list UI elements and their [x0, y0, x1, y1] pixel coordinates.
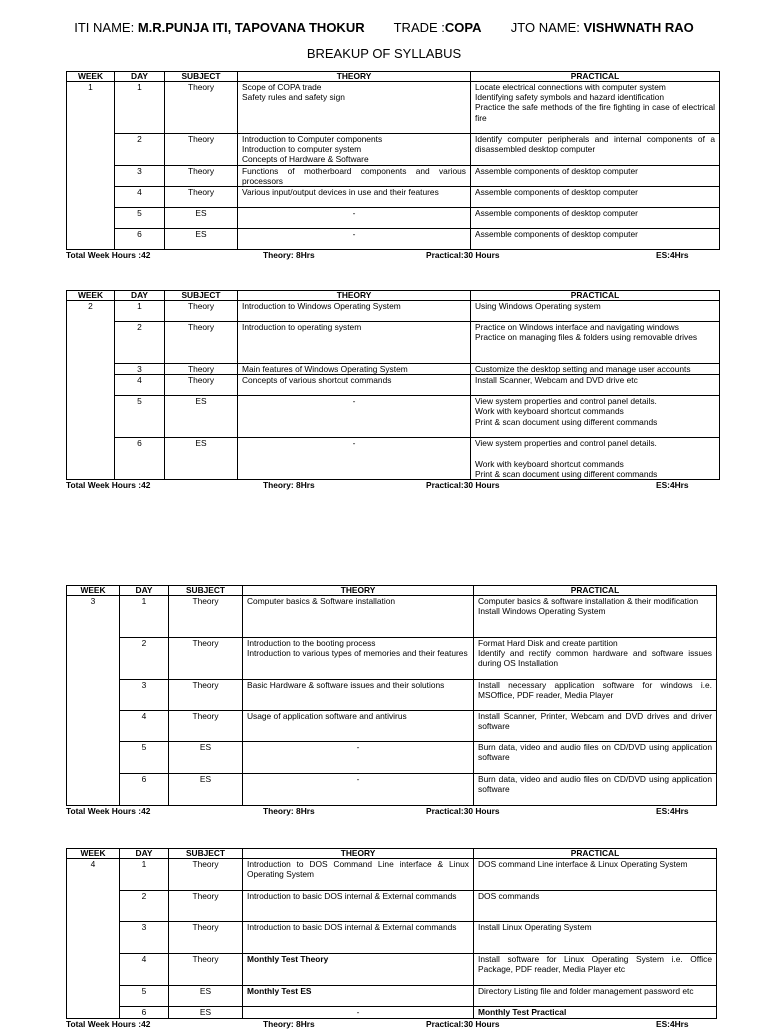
practical-text: Work with keyboard shortcut commands — [475, 458, 624, 469]
practical-header: PRACTICAL — [471, 291, 720, 301]
document-header — [0, 20, 768, 35]
subject-cell: Theory — [169, 891, 243, 922]
total-week-hours: Total Week Hours :42 — [66, 1019, 151, 1029]
theory-cell — [238, 301, 471, 322]
table-row — [67, 229, 720, 250]
table-header-row — [67, 72, 720, 82]
theory-hours: Theory: 8Hrs — [263, 250, 315, 261]
week-number: 2 — [67, 301, 115, 480]
practical-text: Using Windows Operating system — [475, 301, 601, 311]
theory-text: Introduction to various types of memories and their features — [247, 648, 468, 659]
practical-cell — [471, 375, 720, 396]
subject-cell: ES — [169, 742, 243, 774]
practical-cell — [471, 438, 720, 480]
theory-text: - — [356, 742, 360, 752]
practical-cell — [471, 134, 720, 166]
practical-cell — [474, 1007, 717, 1019]
practical-cell — [471, 322, 720, 364]
theory-cell — [243, 711, 474, 742]
practical-text: Format Hard Disk and create partition — [478, 638, 618, 648]
theory-hours: Theory: 8Hrs — [263, 1019, 315, 1029]
theory-text: - — [352, 229, 356, 240]
practical-text: DOS commands — [478, 891, 540, 901]
subject-cell: ES — [169, 774, 243, 806]
table-row — [67, 322, 720, 364]
practical-cell — [471, 82, 720, 134]
practical-text: Monthly Test Practical — [478, 1007, 567, 1017]
subject-cell: Theory — [165, 375, 238, 396]
table-row — [67, 742, 717, 774]
practical-text — [475, 448, 715, 458]
theory-hours: Theory: 8Hrs — [263, 806, 315, 816]
practical-text: Install necessary application software for windows i.e. MSOffice, PDF reader, Media Player — [478, 680, 712, 701]
theory-text: Introduction to Windows Operating System — [242, 301, 401, 311]
day-number: 2 — [120, 638, 169, 680]
week-totals — [66, 1019, 716, 1030]
table-header-row — [67, 586, 717, 596]
practical-text: Work with keyboard shortcut commands — [475, 406, 624, 417]
week-header: WEEK — [67, 291, 115, 301]
practical-cell — [474, 922, 717, 954]
week-header: WEEK — [67, 849, 120, 859]
subject-cell: Theory — [165, 301, 238, 322]
theory-cell — [243, 922, 474, 954]
es-hours: ES:4Hrs — [656, 250, 689, 261]
day-header: DAY — [115, 72, 165, 82]
es-hours: ES:4Hrs — [656, 806, 689, 816]
table-row — [67, 134, 720, 166]
theory-cell — [238, 375, 471, 396]
practical-text: Practice on Windows interface and navigating windows — [475, 322, 679, 332]
practical-text: View system properties and control panel details. — [475, 438, 657, 449]
subject-cell: Theory — [169, 922, 243, 954]
practical-cell — [471, 208, 720, 229]
table-row — [67, 375, 720, 396]
day-number: 4 — [115, 187, 165, 208]
table-row — [67, 82, 720, 134]
theory-header: THEORY — [243, 849, 474, 859]
theory-cell — [238, 364, 471, 375]
total-week-hours: Total Week Hours :42 — [66, 250, 151, 261]
table-row — [67, 596, 717, 638]
practical-cell — [471, 301, 720, 322]
practical-cell — [474, 596, 717, 638]
es-hours: ES:4Hrs — [656, 1019, 689, 1029]
practical-hours: Practical:30 Hours — [426, 1019, 500, 1029]
theory-text: - — [352, 396, 356, 407]
subject-cell: Theory — [165, 166, 238, 187]
day-number: 4 — [120, 954, 169, 986]
theory-cell — [243, 680, 474, 711]
table-row — [67, 364, 720, 375]
es-hours: ES:4Hrs — [656, 480, 689, 491]
theory-text: - — [356, 1007, 360, 1017]
subject-cell: Theory — [169, 638, 243, 680]
table-row — [67, 954, 717, 986]
theory-cell — [238, 438, 471, 480]
practical-text: Install Scanner, Printer, Webcam and DVD drives and driver software — [478, 711, 712, 732]
day-number: 3 — [115, 166, 165, 187]
practical-text: Practice on managing files & folders using removable drives — [475, 332, 698, 343]
page-subtitle: BREAKUP OF SYLLABUS — [306, 46, 462, 61]
theory-text: Concepts of various shortcut commands — [242, 375, 392, 386]
table-row — [67, 438, 720, 480]
practical-text: Computer basics & software installation & their modification — [478, 596, 699, 606]
subject-cell: ES — [165, 208, 238, 229]
theory-text: - — [352, 208, 356, 219]
practical-text: Directory Listing file and folder management password etc — [478, 986, 694, 996]
theory-text: Monthly Test ES — [247, 986, 312, 996]
theory-cell — [243, 891, 474, 922]
theory-cell — [238, 322, 471, 364]
practical-text: Print & scan document using different commands — [475, 416, 658, 427]
trade-name: COPA — [444, 20, 482, 35]
total-week-hours: Total Week Hours :42 — [66, 480, 151, 491]
jto-label: JTO NAME: — [510, 20, 580, 35]
day-header: DAY — [115, 291, 165, 301]
theory-cell — [238, 208, 471, 229]
week-block — [66, 290, 720, 491]
practical-text: Assemble components of desktop computer — [475, 187, 638, 198]
week-number: 4 — [67, 859, 120, 1019]
theory-text: Introduction to computer system — [242, 144, 362, 155]
table-row — [67, 774, 717, 806]
practical-text: Identify and rectify common hardware and software issues during OS Installation — [478, 648, 712, 669]
day-number: 1 — [120, 596, 169, 638]
week-totals — [66, 806, 716, 817]
day-number: 2 — [115, 134, 165, 166]
practical-cell — [474, 638, 717, 680]
theory-text: Introduction to Computer components — [242, 134, 383, 144]
practical-cell — [474, 859, 717, 891]
practical-cell — [474, 680, 717, 711]
week-header: WEEK — [67, 72, 115, 82]
table-row — [67, 859, 717, 891]
practical-cell — [474, 954, 717, 986]
subject-cell: Theory — [165, 364, 238, 375]
subject-cell: ES — [165, 438, 238, 480]
subject-cell: Theory — [169, 954, 243, 986]
theory-cell — [243, 638, 474, 680]
subject-cell: ES — [165, 396, 238, 438]
day-number: 3 — [120, 680, 169, 711]
jto-name: VISHWNATH RAO — [583, 20, 694, 35]
theory-text: Scope of COPA trade — [242, 82, 322, 92]
iti-label: ITI NAME: — [74, 20, 135, 35]
theory-text: Safety rules and safety sign — [242, 92, 345, 103]
syllabus-table — [66, 290, 720, 480]
practical-cell — [474, 891, 717, 922]
subject-cell: Theory — [165, 187, 238, 208]
practical-text: Locate electrical connections with computer system — [475, 82, 666, 92]
theory-text: Introduction to the booting process — [247, 638, 376, 648]
week-totals — [66, 250, 719, 261]
theory-header: THEORY — [243, 586, 474, 596]
table-row — [67, 396, 720, 438]
subject-cell: ES — [165, 229, 238, 250]
practical-text: Install Linux Operating System — [478, 922, 592, 932]
subject-cell: Theory — [169, 711, 243, 742]
practical-text: Identify computer peripherals and internal components of a disassembled desktop computer — [475, 134, 715, 155]
day-header: DAY — [120, 586, 169, 596]
day-number: 2 — [120, 891, 169, 922]
day-number: 6 — [120, 774, 169, 806]
practical-header: PRACTICAL — [474, 586, 717, 596]
week-number: 3 — [67, 596, 120, 806]
theory-header: THEORY — [238, 72, 471, 82]
total-week-hours: Total Week Hours :42 — [66, 806, 151, 816]
practical-cell — [471, 364, 720, 375]
theory-text: Functions of motherboard components and various processors — [242, 166, 466, 187]
table-row — [67, 301, 720, 322]
theory-text: Introduction to DOS Command Line interface & Linux Operating System — [247, 859, 469, 880]
theory-cell — [243, 859, 474, 891]
theory-text: Concepts of Hardware & Software — [242, 154, 369, 165]
practical-text: Practice the safe methods of the fire fighting in case of electrical fire — [475, 102, 715, 123]
table-row — [67, 986, 717, 1007]
day-number: 4 — [120, 711, 169, 742]
day-header: DAY — [120, 849, 169, 859]
theory-text: Introduction to basic DOS internal & External commands — [247, 922, 457, 932]
theory-cell — [243, 954, 474, 986]
theory-text: Usage of application software and antivirus — [247, 711, 407, 721]
practical-text: Assemble components of desktop computer — [475, 208, 638, 219]
week-block — [66, 71, 720, 261]
table-row — [67, 187, 720, 208]
subject-header: SUBJECT — [165, 72, 238, 82]
week-block — [66, 585, 717, 817]
practical-text: Install software for Linux Operating System i.e. Office Package, PDF reader, Media Player etc — [478, 954, 712, 975]
week-block — [66, 848, 717, 1030]
subject-cell: Theory — [165, 134, 238, 166]
subject-cell: Theory — [169, 680, 243, 711]
practical-text: Customize the desktop setting and manage user accounts — [475, 364, 691, 374]
trade-label: TRADE : — [393, 20, 445, 35]
day-number: 5 — [120, 742, 169, 774]
table-row — [67, 711, 717, 742]
day-number: 2 — [115, 322, 165, 364]
practical-cell — [471, 166, 720, 187]
theory-text: Computer basics & Software installation — [247, 596, 396, 606]
theory-cell — [238, 134, 471, 166]
theory-text: Introduction to operating system — [242, 322, 362, 332]
day-number: 5 — [115, 396, 165, 438]
day-number: 1 — [115, 301, 165, 322]
practical-hours: Practical:30 Hours — [426, 806, 500, 816]
subject-header: SUBJECT — [169, 849, 243, 859]
practical-header: PRACTICAL — [471, 72, 720, 82]
day-number: 6 — [115, 438, 165, 480]
theory-cell — [243, 986, 474, 1007]
subject-cell: Theory — [169, 596, 243, 638]
practical-cell — [474, 711, 717, 742]
theory-text: Main features of Windows Operating System — [242, 364, 408, 374]
week-header: WEEK — [67, 586, 120, 596]
practical-text: Install Scanner, Webcam and DVD drive etc — [475, 375, 638, 386]
practical-text: DOS command Line interface & Linux Operating System — [478, 859, 688, 869]
theory-text: Introduction to basic DOS internal & External commands — [247, 891, 457, 901]
practical-text: Print & scan document using different commands — [475, 468, 658, 479]
table-row — [67, 891, 717, 922]
theory-cell — [243, 742, 474, 774]
practical-header: PRACTICAL — [474, 849, 717, 859]
subject-header: SUBJECT — [165, 291, 238, 301]
subject-cell: Theory — [169, 859, 243, 891]
subject-cell: Theory — [165, 82, 238, 134]
theory-hours: Theory: 8Hrs — [263, 480, 315, 491]
theory-cell — [238, 82, 471, 134]
day-number: 5 — [115, 208, 165, 229]
theory-cell — [243, 1007, 474, 1019]
day-number: 4 — [115, 375, 165, 396]
theory-cell — [238, 166, 471, 187]
table-header-row — [67, 291, 720, 301]
theory-cell — [238, 396, 471, 438]
practical-text: Assemble components of desktop computer — [475, 166, 638, 176]
table-row — [67, 922, 717, 954]
practical-cell — [474, 986, 717, 1007]
theory-cell — [243, 774, 474, 806]
week-number: 1 — [67, 82, 115, 250]
theory-text: Monthly Test Theory — [247, 954, 329, 964]
practical-cell — [471, 396, 720, 438]
week-totals — [66, 480, 719, 491]
subject-cell: Theory — [165, 322, 238, 364]
table-row — [67, 208, 720, 229]
syllabus-table — [66, 848, 717, 1019]
day-number: 3 — [115, 364, 165, 375]
practical-text: View system properties and control panel details. — [475, 396, 657, 407]
theory-text: - — [356, 774, 360, 784]
day-number: 1 — [115, 82, 165, 134]
day-number: 6 — [120, 1007, 169, 1019]
theory-text: - — [352, 438, 356, 449]
day-number: 3 — [120, 922, 169, 954]
theory-cell — [238, 229, 471, 250]
iti-name: M.R.PUNJA ITI, TAPOVANA THOKUR — [137, 20, 365, 35]
theory-cell — [238, 187, 471, 208]
table-row — [67, 638, 717, 680]
practical-cell — [474, 742, 717, 774]
syllabus-table — [66, 71, 720, 250]
subject-header: SUBJECT — [169, 586, 243, 596]
subject-cell: ES — [169, 1007, 243, 1019]
practical-cell — [474, 774, 717, 806]
table-header-row — [67, 849, 717, 859]
practical-text: Assemble components of desktop computer — [475, 229, 638, 240]
theory-text: Basic Hardware & software issues and their solutions — [247, 680, 445, 690]
theory-header: THEORY — [238, 291, 471, 301]
table-row — [67, 680, 717, 711]
practical-text: Install Windows Operating System — [478, 606, 606, 617]
theory-cell — [243, 596, 474, 638]
practical-text: Burn data, video and audio files on CD/DVD using application software — [478, 774, 712, 795]
day-number: 5 — [120, 986, 169, 1007]
practical-hours: Practical:30 Hours — [426, 480, 500, 491]
practical-cell — [471, 187, 720, 208]
practical-text: Burn data, video and audio files on CD/DVD using application software — [478, 742, 712, 763]
table-row — [67, 166, 720, 187]
table-row — [67, 1007, 717, 1019]
practical-hours: Practical:30 Hours — [426, 250, 500, 261]
practical-cell — [471, 229, 720, 250]
theory-text: Various input/output devices in use and their features — [242, 187, 439, 198]
day-number: 6 — [115, 229, 165, 250]
syllabus-table — [66, 585, 717, 806]
subject-cell: ES — [169, 986, 243, 1007]
practical-text: Identifying safety symbols and hazard identification — [475, 92, 665, 103]
day-number: 1 — [120, 859, 169, 891]
